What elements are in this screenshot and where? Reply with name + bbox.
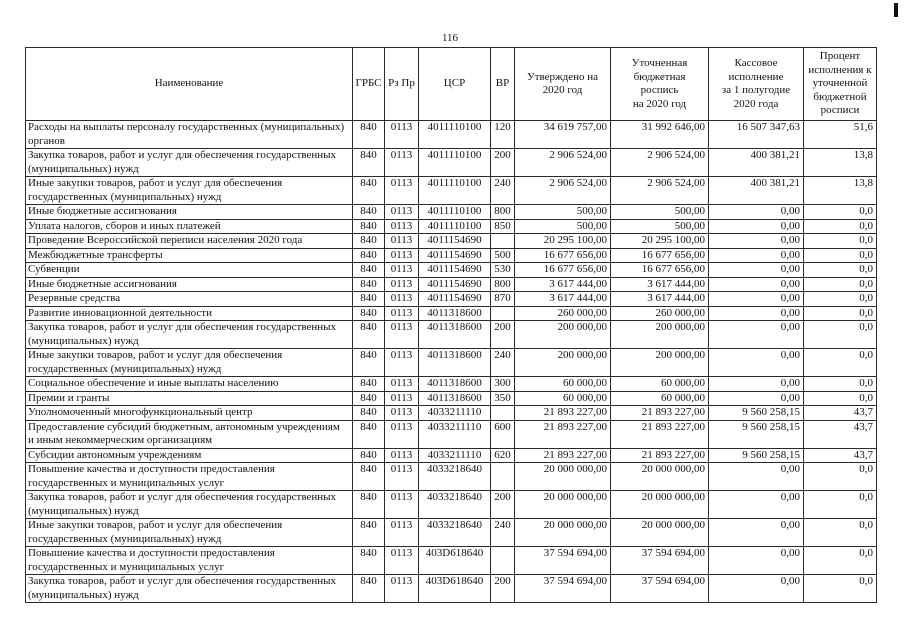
cell-revised: 3 617 444,00: [611, 277, 709, 292]
cell-name: Иные закупки товаров, работ и услуг для обеспечения государственных (муниципальных) нужд: [26, 349, 353, 377]
cell-revised: 31 992 646,00: [611, 121, 709, 149]
cell-revised: 21 893 227,00: [611, 420, 709, 448]
cell-rzpr: 0113: [385, 177, 419, 205]
cell-csr: 4033211110: [419, 448, 491, 463]
cell-rzpr: 0113: [385, 219, 419, 234]
cell-approved: 260 000,00: [515, 306, 611, 321]
cell-rzpr: 0113: [385, 292, 419, 307]
cell-revised: 20 000 000,00: [611, 491, 709, 519]
cell-rzpr: 0113: [385, 321, 419, 349]
cell-grbs: 840: [353, 377, 385, 392]
cell-executed: 0,00: [709, 219, 804, 234]
cell-grbs: 840: [353, 575, 385, 603]
cell-csr: 4033211110: [419, 420, 491, 448]
cell-executed: 0,00: [709, 321, 804, 349]
cell-vr: 620: [491, 448, 515, 463]
cell-csr: 4011110100: [419, 149, 491, 177]
cell-percent: 0,0: [804, 248, 877, 263]
cell-rzpr: 0113: [385, 491, 419, 519]
cell-percent: 0,0: [804, 349, 877, 377]
cell-csr: 4033218640: [419, 463, 491, 491]
cell-name: Межбюджетные трансферты: [26, 248, 353, 263]
cell-vr: 120: [491, 121, 515, 149]
cell-vr: [491, 463, 515, 491]
cell-grbs: 840: [353, 406, 385, 421]
table-row: [26, 491, 877, 519]
header-revised-column: Уточненная бюджетная роспись на 2020 год: [611, 48, 709, 121]
cell-name: Иные бюджетные ассигнования: [26, 277, 353, 292]
cell-approved: 21 893 227,00: [515, 448, 611, 463]
cell-revised: 200 000,00: [611, 321, 709, 349]
cell-percent: 0,0: [804, 306, 877, 321]
cell-grbs: 840: [353, 491, 385, 519]
cell-percent: 0,0: [804, 519, 877, 547]
cell-grbs: 840: [353, 277, 385, 292]
cell-revised: 37 594 694,00: [611, 547, 709, 575]
table-row: [26, 263, 877, 278]
cell-rzpr: 0113: [385, 205, 419, 220]
cell-percent: 43,7: [804, 448, 877, 463]
cell-approved: 20 000 000,00: [515, 463, 611, 491]
cell-name: Иные закупки товаров, работ и услуг для обеспечения государственных (муниципальных) нужд: [26, 177, 353, 205]
cell-name: Развитие инновационной деятельности: [26, 306, 353, 321]
header-vr-column: ВР: [491, 48, 515, 121]
cell-vr: 240: [491, 349, 515, 377]
cell-revised: 500,00: [611, 205, 709, 220]
cell-revised: 260 000,00: [611, 306, 709, 321]
cell-percent: 0,0: [804, 575, 877, 603]
cell-grbs: 840: [353, 420, 385, 448]
cell-vr: 870: [491, 292, 515, 307]
cell-vr: [491, 234, 515, 249]
cell-grbs: 840: [353, 448, 385, 463]
cell-grbs: 840: [353, 292, 385, 307]
cell-rzpr: 0113: [385, 349, 419, 377]
cell-grbs: 840: [353, 391, 385, 406]
cell-grbs: 840: [353, 248, 385, 263]
cell-executed: 0,00: [709, 263, 804, 278]
header-approved-column: Утверждено на 2020 год: [515, 48, 611, 121]
cell-executed: 0,00: [709, 277, 804, 292]
cell-revised: 37 594 694,00: [611, 575, 709, 603]
cell-grbs: 840: [353, 205, 385, 220]
cell-csr: 4011110100: [419, 205, 491, 220]
header-percent-column: Процент исполнения к уточненной бюджетной росписи: [804, 48, 877, 121]
cell-approved: 60 000,00: [515, 377, 611, 392]
table-row: [26, 377, 877, 392]
table-row: [26, 292, 877, 307]
table-row: [26, 277, 877, 292]
cell-csr: 4011110100: [419, 177, 491, 205]
cell-executed: 9 560 258,15: [709, 406, 804, 421]
cell-revised: 2 906 524,00: [611, 149, 709, 177]
cell-approved: 60 000,00: [515, 391, 611, 406]
budget-table: [25, 47, 877, 603]
cell-csr: 4011154690: [419, 234, 491, 249]
cell-vr: [491, 306, 515, 321]
table-row: [26, 149, 877, 177]
cell-approved: 37 594 694,00: [515, 575, 611, 603]
cell-rzpr: 0113: [385, 263, 419, 278]
cell-name: Закупка товаров, работ и услуг для обеспечения государственных (муниципальных) нужд: [26, 575, 353, 603]
cell-name: Повышение качества и доступности предоставления государственных и муниципальных услуг: [26, 463, 353, 491]
table-row: [26, 177, 877, 205]
cell-approved: 21 893 227,00: [515, 420, 611, 448]
cell-csr: 4011318600: [419, 306, 491, 321]
cell-executed: 0,00: [709, 491, 804, 519]
cell-grbs: 840: [353, 234, 385, 249]
cell-name: Расходы на выплаты персоналу государственных (муниципальных) органов: [26, 121, 353, 149]
cell-revised: 21 893 227,00: [611, 448, 709, 463]
cell-name: Проведение Всероссийской переписи населения 2020 года: [26, 234, 353, 249]
cell-executed: 9 560 258,15: [709, 448, 804, 463]
table-row: [26, 321, 877, 349]
cell-csr: 4011154690: [419, 248, 491, 263]
cell-percent: 0,0: [804, 321, 877, 349]
table-row: [26, 420, 877, 448]
cell-name: Закупка товаров, работ и услуг для обеспечения государственных (муниципальных) нужд: [26, 149, 353, 177]
header-csr-column: ЦСР: [419, 48, 491, 121]
cell-vr: 200: [491, 149, 515, 177]
cell-name: Закупка товаров, работ и услуг для обеспечения государственных (муниципальных) нужд: [26, 491, 353, 519]
table-row: [26, 448, 877, 463]
cell-vr: 500: [491, 248, 515, 263]
cell-revised: 20 295 100,00: [611, 234, 709, 249]
cell-executed: 0,00: [709, 377, 804, 392]
cell-name: Социальное обеспечение и иные выплаты населению: [26, 377, 353, 392]
header-name-column: Наименование: [26, 48, 353, 121]
cell-vr: 350: [491, 391, 515, 406]
cell-percent: 0,0: [804, 491, 877, 519]
cell-csr: 4011318600: [419, 321, 491, 349]
cell-grbs: 840: [353, 463, 385, 491]
cell-csr: 4011154690: [419, 292, 491, 307]
cell-grbs: 840: [353, 149, 385, 177]
cell-revised: 500,00: [611, 219, 709, 234]
cell-rzpr: 0113: [385, 234, 419, 249]
cell-csr: 4011110100: [419, 219, 491, 234]
cell-rzpr: 0113: [385, 149, 419, 177]
cell-approved: 16 677 656,00: [515, 263, 611, 278]
cell-name: Предоставление субсидий бюджетным, автономным учреждениям и иным некоммерческим организациям: [26, 420, 353, 448]
cell-percent: 0,0: [804, 391, 877, 406]
cell-rzpr: 0113: [385, 248, 419, 263]
cell-vr: 200: [491, 491, 515, 519]
scan-mark: [894, 3, 898, 17]
table-row: [26, 219, 877, 234]
table-row: [26, 234, 877, 249]
cell-executed: 9 560 258,15: [709, 420, 804, 448]
cell-rzpr: 0113: [385, 463, 419, 491]
cell-approved: 20 295 100,00: [515, 234, 611, 249]
cell-revised: 2 906 524,00: [611, 177, 709, 205]
table-row: [26, 391, 877, 406]
cell-revised: 20 000 000,00: [611, 463, 709, 491]
cell-approved: 200 000,00: [515, 321, 611, 349]
cell-csr: 4011154690: [419, 277, 491, 292]
cell-grbs: 840: [353, 306, 385, 321]
cell-executed: 0,00: [709, 306, 804, 321]
cell-approved: 500,00: [515, 219, 611, 234]
cell-vr: 800: [491, 277, 515, 292]
cell-csr: 4033218640: [419, 491, 491, 519]
cell-percent: 0,0: [804, 547, 877, 575]
cell-percent: 43,7: [804, 420, 877, 448]
cell-grbs: 840: [353, 177, 385, 205]
cell-approved: 34 619 757,00: [515, 121, 611, 149]
cell-grbs: 840: [353, 519, 385, 547]
cell-executed: 0,00: [709, 248, 804, 263]
cell-revised: 16 677 656,00: [611, 263, 709, 278]
cell-revised: 21 893 227,00: [611, 406, 709, 421]
cell-percent: 0,0: [804, 463, 877, 491]
cell-rzpr: 0113: [385, 306, 419, 321]
cell-vr: [491, 406, 515, 421]
cell-vr: [491, 547, 515, 575]
cell-vr: 240: [491, 519, 515, 547]
cell-rzpr: 0113: [385, 420, 419, 448]
cell-percent: 0,0: [804, 277, 877, 292]
table-row: [26, 205, 877, 220]
cell-rzpr: 0113: [385, 575, 419, 603]
cell-name: Иные бюджетные ассигнования: [26, 205, 353, 220]
cell-executed: 0,00: [709, 292, 804, 307]
cell-grbs: 840: [353, 219, 385, 234]
cell-rzpr: 0113: [385, 406, 419, 421]
cell-percent: 0,0: [804, 234, 877, 249]
cell-executed: 16 507 347,63: [709, 121, 804, 149]
cell-name: Уплата налогов, сборов и иных платежей: [26, 219, 353, 234]
table-row: [26, 306, 877, 321]
table-row: [26, 463, 877, 491]
cell-rzpr: 0113: [385, 519, 419, 547]
header-grbs-column: ГРБС: [353, 48, 385, 121]
cell-revised: 20 000 000,00: [611, 519, 709, 547]
cell-csr: 4011318600: [419, 391, 491, 406]
cell-name: Резервные средства: [26, 292, 353, 307]
cell-csr: 4033218640: [419, 519, 491, 547]
cell-vr: 240: [491, 177, 515, 205]
cell-name: Иные закупки товаров, работ и услуг для обеспечения государственных (муниципальных) нужд: [26, 519, 353, 547]
cell-executed: 0,00: [709, 575, 804, 603]
cell-executed: 0,00: [709, 463, 804, 491]
cell-percent: 13,8: [804, 177, 877, 205]
cell-csr: 403D618640: [419, 547, 491, 575]
cell-percent: 0,0: [804, 205, 877, 220]
cell-approved: 16 677 656,00: [515, 248, 611, 263]
cell-rzpr: 0113: [385, 547, 419, 575]
cell-vr: 200: [491, 321, 515, 349]
cell-name: Премии и гранты: [26, 391, 353, 406]
table-header: [26, 48, 877, 121]
cell-grbs: 840: [353, 263, 385, 278]
table-row: [26, 349, 877, 377]
cell-vr: 200: [491, 575, 515, 603]
cell-csr: 4011318600: [419, 377, 491, 392]
cell-revised: 60 000,00: [611, 377, 709, 392]
cell-rzpr: 0113: [385, 391, 419, 406]
cell-vr: 600: [491, 420, 515, 448]
table-row: [26, 121, 877, 149]
cell-revised: 200 000,00: [611, 349, 709, 377]
cell-percent: 0,0: [804, 263, 877, 278]
cell-name: Субвенции: [26, 263, 353, 278]
cell-percent: 0,0: [804, 219, 877, 234]
cell-approved: 500,00: [515, 205, 611, 220]
table-row: [26, 406, 877, 421]
cell-revised: 60 000,00: [611, 391, 709, 406]
table-row: [26, 575, 877, 603]
cell-csr: 4033211110: [419, 406, 491, 421]
cell-vr: 300: [491, 377, 515, 392]
cell-approved: 20 000 000,00: [515, 519, 611, 547]
cell-csr: 4011318600: [419, 349, 491, 377]
cell-percent: 0,0: [804, 292, 877, 307]
cell-revised: 3 617 444,00: [611, 292, 709, 307]
cell-approved: 37 594 694,00: [515, 547, 611, 575]
cell-grbs: 840: [353, 349, 385, 377]
header-executed-column: Кассовое исполнение за 1 полугодие 2020 года: [709, 48, 804, 121]
table-body: [26, 121, 877, 603]
cell-percent: 51,6: [804, 121, 877, 149]
cell-approved: 3 617 444,00: [515, 277, 611, 292]
cell-executed: 0,00: [709, 391, 804, 406]
cell-name: Уполномоченный многофункциональный центр: [26, 406, 353, 421]
cell-name: Повышение качества и доступности предоставления государственных и муниципальных услуг: [26, 547, 353, 575]
cell-rzpr: 0113: [385, 448, 419, 463]
cell-grbs: 840: [353, 121, 385, 149]
header-rzpr-column: Рз Пр: [385, 48, 419, 121]
cell-revised: 16 677 656,00: [611, 248, 709, 263]
cell-approved: 2 906 524,00: [515, 177, 611, 205]
table-row: [26, 519, 877, 547]
cell-executed: 0,00: [709, 349, 804, 377]
cell-vr: 530: [491, 263, 515, 278]
cell-approved: 21 893 227,00: [515, 406, 611, 421]
cell-approved: 200 000,00: [515, 349, 611, 377]
cell-csr: 403D618640: [419, 575, 491, 603]
cell-vr: 850: [491, 219, 515, 234]
cell-grbs: 840: [353, 547, 385, 575]
cell-csr: 4011154690: [419, 263, 491, 278]
cell-name: Закупка товаров, работ и услуг для обеспечения государственных (муниципальных) нужд: [26, 321, 353, 349]
cell-percent: 0,0: [804, 377, 877, 392]
cell-percent: 13,8: [804, 149, 877, 177]
table-row: [26, 547, 877, 575]
cell-vr: 800: [491, 205, 515, 220]
cell-percent: 43,7: [804, 406, 877, 421]
cell-csr: 4011110100: [419, 121, 491, 149]
cell-rzpr: 0113: [385, 277, 419, 292]
cell-executed: 400 381,21: [709, 177, 804, 205]
header-row: [26, 48, 877, 121]
cell-rzpr: 0113: [385, 377, 419, 392]
cell-approved: 3 617 444,00: [515, 292, 611, 307]
cell-name: Субсидии автономным учреждениям: [26, 448, 353, 463]
cell-executed: 0,00: [709, 547, 804, 575]
table-row: [26, 248, 877, 263]
cell-approved: 20 000 000,00: [515, 491, 611, 519]
cell-approved: 2 906 524,00: [515, 149, 611, 177]
cell-grbs: 840: [353, 321, 385, 349]
cell-rzpr: 0113: [385, 121, 419, 149]
page-number: 116: [441, 32, 459, 44]
cell-executed: 400 381,21: [709, 149, 804, 177]
cell-executed: 0,00: [709, 234, 804, 249]
cell-executed: 0,00: [709, 519, 804, 547]
cell-executed: 0,00: [709, 205, 804, 220]
